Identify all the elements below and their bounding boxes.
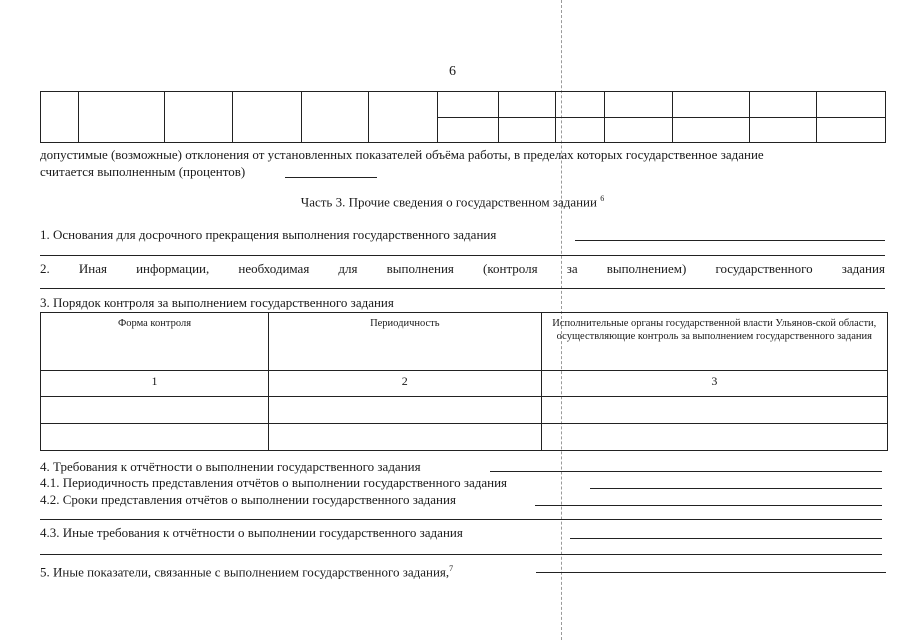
table-cell <box>817 117 886 143</box>
footnote-mark: 6 <box>600 194 605 203</box>
table-cell[interactable] <box>41 397 269 424</box>
item4-label: 4. Требования к отчётности о выполнении государственного задания <box>40 459 421 474</box>
table-cell <box>556 117 605 143</box>
item2-field[interactable] <box>40 288 885 289</box>
table-cell <box>165 92 233 143</box>
page-number: 6 <box>449 64 456 79</box>
table-cell <box>673 92 750 118</box>
table-cell <box>41 92 79 143</box>
deviation-text-line2: считается выполненным (процентов) <box>40 164 246 179</box>
item4-2-field-line2[interactable] <box>40 519 882 520</box>
table-cell <box>499 92 556 118</box>
item1-field[interactable] <box>575 240 885 241</box>
item1-field-line2[interactable] <box>40 255 885 256</box>
table-cell <box>233 92 302 143</box>
table-cell[interactable] <box>541 424 887 451</box>
table-cell <box>438 92 499 118</box>
footnote-mark: 7 <box>449 564 454 573</box>
deviation-percent-field[interactable] <box>285 177 377 178</box>
control-table <box>40 312 888 451</box>
table-cell <box>605 92 673 118</box>
table-cell[interactable] <box>268 424 541 451</box>
deviation-text-line1: допустимые (возможные) отклонения от установленных показателей объёма работы, в пределах которых государственное задание <box>40 147 764 162</box>
continued-table-fragment <box>40 91 886 143</box>
header-control-bodies: Исполнительные органы государственной власти Ульянов-ской области, осуществляющие контроль за выполнением государственного задания <box>541 313 887 371</box>
column-number: 3 <box>541 371 887 397</box>
item3-label: 3. Порядок контроля за выполнением государственного задания <box>40 295 394 310</box>
item2-label: 2. Иная информации, необходимая для выполнения (контроля за выполнением) государственного задания <box>40 261 885 276</box>
item4-2-field[interactable] <box>535 505 882 506</box>
item4-3-label: 4.3. Иные требования к отчётности о выполнении государственного задания <box>40 525 463 540</box>
table-cell <box>499 117 556 143</box>
table-cell <box>750 92 817 118</box>
item4-1-field[interactable] <box>590 488 882 489</box>
column-number: 2 <box>268 371 541 397</box>
table-cell <box>79 92 165 143</box>
table-cell <box>673 117 750 143</box>
table-cell[interactable] <box>268 397 541 424</box>
header-periodicity: Периодичность <box>268 313 541 371</box>
item4-1-label: 4.1. Периодичность представления отчётов о выполнении государственного задания <box>40 475 508 490</box>
column-number: 1 <box>41 371 269 397</box>
table-cell <box>556 92 605 118</box>
table-cell <box>817 92 886 118</box>
item5-field[interactable] <box>536 572 886 573</box>
item4-field[interactable] <box>490 471 882 472</box>
table-cell[interactable] <box>541 397 887 424</box>
table-cell <box>369 92 438 143</box>
table-cell <box>605 117 673 143</box>
table-cell <box>438 117 499 143</box>
item1-label: 1. Основания для досрочного прекращения выполнения государственного задания <box>40 227 497 242</box>
table-cell[interactable] <box>41 424 269 451</box>
item4-3-field[interactable] <box>570 538 882 539</box>
header-control-form: Форма контроля <box>41 313 269 371</box>
part3-title: Часть 3. Прочие сведения о государственном задании $^6$ <box>300 194 605 210</box>
table-cell <box>302 92 369 143</box>
item4-2-label: 4.2. Сроки представления отчётов о выполнении государственного задания <box>40 492 456 507</box>
table-cell <box>750 117 817 143</box>
item4-3-field-line2[interactable] <box>40 554 882 555</box>
item5-label: 5. Иные показатели, связанные с выполнением государственного задания,$^7$ <box>40 564 454 580</box>
